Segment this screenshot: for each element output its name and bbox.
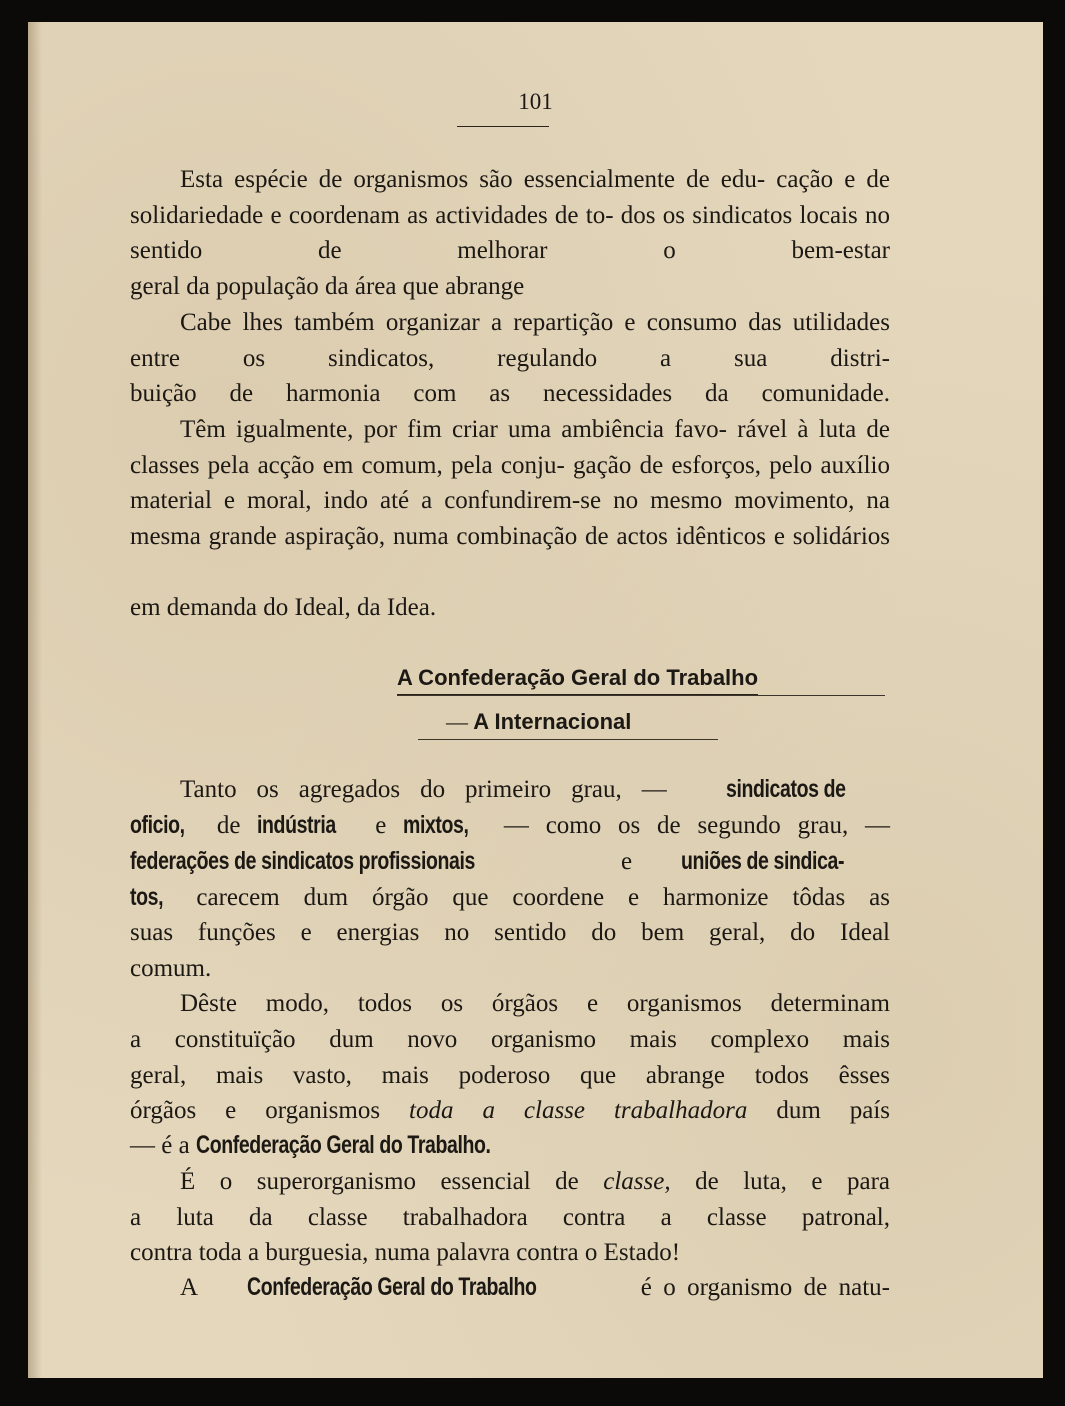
text-line: Têm igualmente, por fim criar uma ambiência favo- [180,416,727,443]
paragraph-deste-line3 [130,1058,890,1094]
paragraph-e-line3 [130,1235,890,1271]
text-segment: É o superorganismo essencial de [180,1168,579,1195]
paragraph-tanto-line1 [130,772,890,808]
italic-term: classe, [603,1168,671,1195]
text-line: rável à luta de classes pela acção em comum, pela conju- [130,416,890,479]
page-number: 101 [518,89,553,114]
text-segment: — como os de segundo grau, — [503,812,891,839]
bold-term: mixtos, [403,811,469,839]
text-line: gação de esforços, pelo auxílio material e moral, indo até [130,451,890,515]
bold-term: Confederação Geral do Trabalho [247,1273,537,1301]
text-line: aspiração, numa combinação de actos idênticos e solidários [284,522,890,550]
text-line: a confundirem-se no mesmo movimento, na mesma grande [130,487,890,550]
text-line: buição de harmonia com as necessidades da comunidade. [130,380,890,407]
text-segment: — é a [130,1132,190,1159]
paragraph-tanto-line3 [130,844,890,880]
text-segment: e [621,848,633,875]
bold-term: sindicatos de [725,775,846,803]
text-segment: órgãos e organismos [130,1097,381,1124]
text-segment: contra toda a burguesia, numa palavra contra o Estado! [130,1239,681,1266]
paragraph-organismos-end [130,269,890,305]
book-page [28,22,1043,1378]
paragraph-tanto-line4 [130,880,890,916]
text-line: das utilidades entre os sindicatos, regulando a sua distri- [130,309,890,372]
text-segment: de [216,812,241,839]
bold-term: tos, [130,883,164,911]
text-segment: de luta, e para [695,1168,891,1195]
paragraph-tanto-line6 [130,951,890,987]
paragraph-tanto-line2 [130,808,890,844]
text-segment: a luta da classe trabalhadora contra a classe patronal, [130,1204,890,1231]
bold-term: oficio, [130,811,185,839]
text-line: cação e de solidariedade e coordenam as actividades de to- [130,166,891,229]
page-number-rule [457,126,549,127]
bold-term: indústria [257,811,337,839]
bold-term: Confederação Geral do Trabalho. [195,1131,491,1159]
text-segment: geral, mais vasto, mais poderoso que abrange todos êsses [130,1062,890,1089]
text-segment: carecem dum órgão que coordene e harmonize tôdas as [196,884,891,911]
text-line: em demanda do Ideal, da Idea. [130,594,437,621]
page-spine-shadow [28,22,42,1378]
text-segment: dum país [776,1097,890,1124]
text-line: dos os sindicatos locais no sentido de melhorar o bem-estar [130,201,891,265]
paragraph-deste-line4 [130,1093,890,1129]
bold-term: uniões de sindica- [680,847,844,875]
paragraph-cabe [130,305,890,376]
text-line: Esta espécie de organismos são essencialmente de edu- [180,166,766,193]
text-segment: Dêste modo, todos os órgãos e organismos determinam [180,990,890,1017]
paragraph-last-line1 [130,1270,890,1306]
paragraph-deste-line5 [130,1128,890,1164]
text-segment: suas funções e energias no sentido do bem geral, do Ideal [130,919,890,946]
text-segment: e [375,812,387,839]
heading-divider [397,695,885,696]
text-segment: a constituïção dum novo organismo mais complexo mais [130,1026,890,1053]
italic-term: toda a classe trabalhadora [409,1097,748,1124]
paragraph-deste-line1 [130,986,890,1022]
text-line: geral da população da área que abrange [130,273,525,300]
paragraph-tem [130,412,890,554]
text-segment: comum. [130,955,212,982]
text-line: Cabe lhes também organizar a repartição e consumo [180,309,738,336]
text-segment: A [180,1274,197,1301]
subheading-dash: — [446,709,468,734]
paragraph-e-line2 [130,1200,890,1236]
paragraph-cabe-end [130,376,890,412]
subheading-rule [418,739,718,740]
paragraph-e-line1 [130,1164,890,1200]
section-subheading [446,708,631,736]
paragraph-tem-end [130,590,890,626]
text-segment: Tanto os agregados do primeiro grau, — [180,776,667,803]
paragraph-tanto-line5 [130,915,890,951]
paragraph-deste-line2 [130,1022,890,1058]
paragraph-organismos [130,162,890,269]
bold-term: federações de sindicatos profissionais [130,847,475,875]
section-heading: A Confederação Geral do Trabalho [397,664,758,695]
subheading-text: A Internacional [473,709,632,734]
text-segment: é o organismo de natu- [640,1274,890,1301]
